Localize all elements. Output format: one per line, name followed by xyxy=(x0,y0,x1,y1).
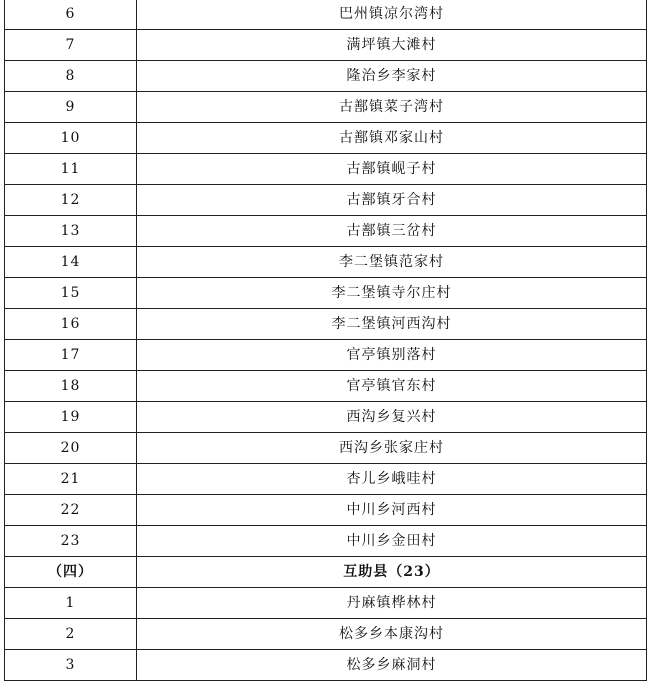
table-row xyxy=(5,495,647,526)
row-number: 13 xyxy=(5,216,137,247)
village-name: 李二堡镇寺尔庄村 xyxy=(137,278,647,309)
table-row xyxy=(5,185,647,216)
village-name: 隆治乡李家村 xyxy=(137,61,647,92)
village-name: 古鄯镇岘子村 xyxy=(137,154,647,185)
row-number: 23 xyxy=(5,526,137,557)
table-row xyxy=(5,123,647,154)
row-number: 17 xyxy=(5,340,137,371)
village-list-table xyxy=(4,0,647,681)
table-row xyxy=(5,278,647,309)
village-name: 中川乡金田村 xyxy=(137,526,647,557)
table-row xyxy=(5,61,647,92)
row-number: 12 xyxy=(5,185,137,216)
village-name: 松多乡本康沟村 xyxy=(137,619,647,650)
table-row xyxy=(5,340,647,371)
table-row xyxy=(5,30,647,61)
table-row xyxy=(5,154,647,185)
village-name: 杏儿乡峨哇村 xyxy=(137,464,647,495)
village-name: 西沟乡复兴村 xyxy=(137,402,647,433)
table-row xyxy=(5,371,647,402)
table-row xyxy=(5,433,647,464)
village-name: 官亭镇别落村 xyxy=(137,340,647,371)
table-row xyxy=(5,0,647,30)
table-row xyxy=(5,402,647,433)
row-number: 15 xyxy=(5,278,137,309)
village-name: 古鄯镇三岔村 xyxy=(137,216,647,247)
row-number: 1 xyxy=(5,588,137,619)
row-number: 10 xyxy=(5,123,137,154)
table-row xyxy=(5,247,647,278)
table-row xyxy=(5,92,647,123)
row-number: 21 xyxy=(5,464,137,495)
village-name: 古鄯镇牙合村 xyxy=(137,185,647,216)
village-name: 古鄯镇菜子湾村 xyxy=(137,92,647,123)
row-number: 2 xyxy=(5,619,137,650)
row-number: 6 xyxy=(5,0,137,30)
village-name: 古鄯镇邓家山村 xyxy=(137,123,647,154)
village-name: 松多乡麻洞村 xyxy=(137,650,647,681)
section-number: （四） xyxy=(5,557,137,588)
village-name: 西沟乡张家庄村 xyxy=(137,433,647,464)
row-number: 19 xyxy=(5,402,137,433)
table-row xyxy=(5,650,647,681)
row-number: 16 xyxy=(5,309,137,340)
village-name: 巴州镇凉尔湾村 xyxy=(137,0,647,30)
row-number: 11 xyxy=(5,154,137,185)
village-name: 官亭镇官东村 xyxy=(137,371,647,402)
village-name: 丹麻镇桦林村 xyxy=(137,588,647,619)
row-number: 8 xyxy=(5,61,137,92)
table-row xyxy=(5,464,647,495)
row-number: 14 xyxy=(5,247,137,278)
row-number: 3 xyxy=(5,650,137,681)
row-number: 20 xyxy=(5,433,137,464)
village-name: 满坪镇大滩村 xyxy=(137,30,647,61)
row-number: 22 xyxy=(5,495,137,526)
village-name: 李二堡镇范家村 xyxy=(137,247,647,278)
row-number: 18 xyxy=(5,371,137,402)
table-row xyxy=(5,309,647,340)
table-body xyxy=(5,0,647,681)
table-row xyxy=(5,588,647,619)
row-number: 7 xyxy=(5,30,137,61)
row-number: 9 xyxy=(5,92,137,123)
county-heading: 互助县（23） xyxy=(137,557,647,588)
table-row xyxy=(5,619,647,650)
table-row xyxy=(5,526,647,557)
table-row xyxy=(5,216,647,247)
village-name: 中川乡河西村 xyxy=(137,495,647,526)
village-name: 李二堡镇河西沟村 xyxy=(137,309,647,340)
county-section-row xyxy=(5,557,647,588)
